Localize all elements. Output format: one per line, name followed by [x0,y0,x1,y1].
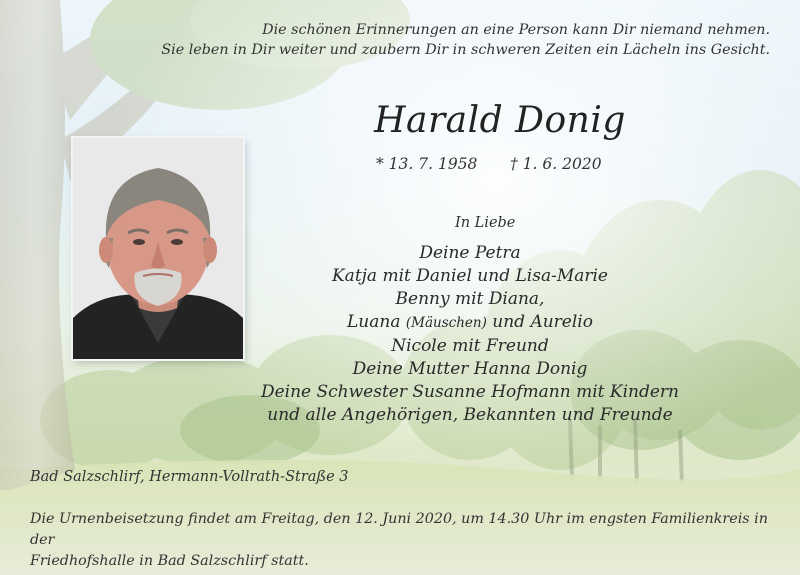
quote-line-1: Die schönen Erinnerungen an eine Person kann Dir niemand nehmen. [262,22,770,38]
mourner-name-cont: und Aurelio [492,312,593,332]
portrait-photo [73,138,243,359]
mourners-list [260,242,680,427]
mourner-name: Luana [347,312,401,332]
mourner-line: Deine Schwester Susanne Hofmann mit Kindern [260,382,680,402]
portrait-image [73,138,243,359]
mourner-line: Deine Petra [419,243,521,263]
mourner-line: Deine Mutter Hanna Donig [352,359,588,379]
memorial-quote [130,20,770,60]
mourner-line: und alle Angehörigen, Bekannten und Freunde [267,405,673,425]
deceased-name: Harald Donig [374,100,626,141]
death-date: † 1. 6. 2020 [510,155,602,173]
funeral-notice-line-1: Die Urnenbeisetzung findet am Freitag, den 12. Juni 2020, um 14.30 Uhr im engsten Familienkreis in der [30,511,768,548]
quote-line-2: Sie leben in Dir weiter und zaubern Dir in schweren Zeiten ein Lächeln ins Gesicht. [161,42,770,58]
mourner-line: Benny mit Diana, [395,289,545,309]
mourner-line: Nicole mit Freund [391,336,549,356]
mourner-nickname: (Mäuschen) [405,315,487,331]
funeral-notice [30,509,780,572]
mourners-intro: In Liebe [455,215,516,231]
mourner-line: Katja mit Daniel und Lisa-Marie [331,266,608,286]
funeral-notice-line-2: Friedhofshalle in Bad Salzschlirf statt. [30,553,309,569]
family-address: Bad Salzschlirf, Hermann-Vollrath-Straße 3 [30,469,349,485]
birth-date: * 13. 7. 1958 [376,155,478,173]
mourner-line [260,311,680,335]
